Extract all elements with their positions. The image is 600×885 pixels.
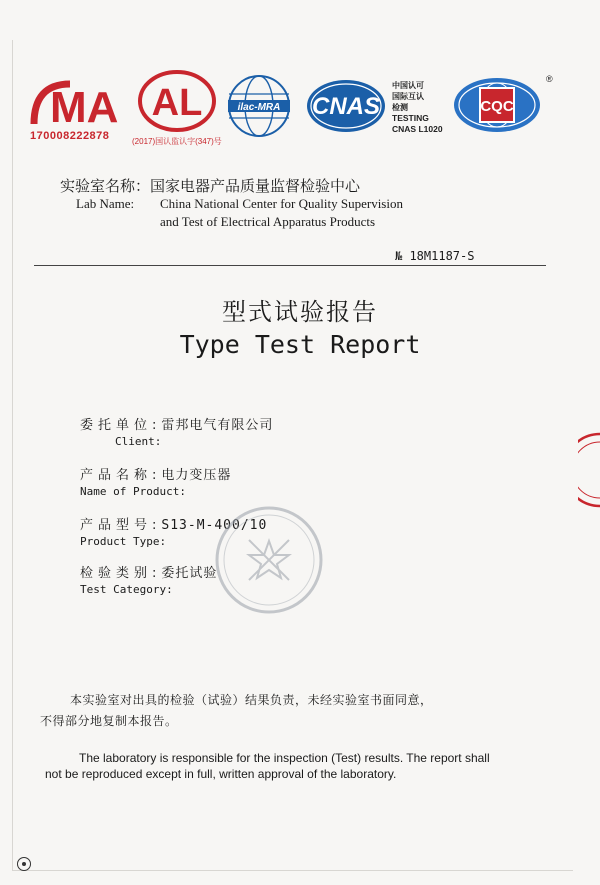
lab-name-en-line1: China National Center for Quality Supervision [160, 196, 403, 211]
side-seal-icon [578, 430, 600, 510]
field-product-name [80, 464, 231, 498]
official-seal [214, 505, 324, 619]
cnas-mark-icon [305, 78, 387, 134]
field-test-category-label-en: Test Category: [80, 583, 173, 596]
svg-text:MA: MA [50, 83, 119, 128]
notice-cn [40, 690, 560, 732]
lab-name-en-line2: and Test of Electrical Apparatus Products [160, 214, 376, 229]
cma-mark-icon [30, 80, 130, 128]
field-product-name-value: 电力变压器 [161, 468, 232, 483]
notice-cn-line1: 本实验室对出具的检验（试验）结果负责，未经实验室书面同意， [70, 693, 433, 707]
cnas-accreditation-text: 中国认可 国际互认 检测 TESTING CNAS L1020 [392, 81, 443, 134]
corner-mark [16, 856, 32, 876]
cal-mark-icon [137, 70, 217, 132]
ilac-globe-icon [226, 74, 292, 138]
field-product-name-label-en: Name of Product: [80, 485, 186, 498]
field-client [80, 414, 273, 448]
cma-number: 170008222878 [30, 130, 110, 142]
ilac-mra-logo [226, 74, 292, 142]
report-title-en: Type Test Report [179, 330, 421, 359]
notice-cn-line2: 不得部分地复制本报告。 [40, 714, 178, 728]
page-border [12, 40, 573, 871]
side-seal-fragment [578, 430, 600, 514]
cnas-logo [305, 78, 387, 138]
lab-name-en [76, 195, 403, 231]
lab-name-cn-value: 国家电器产品质量监督检验中心 [150, 177, 361, 195]
field-test-category [80, 562, 217, 596]
field-client-label-en: Client: [115, 435, 162, 448]
field-client-label: 委托单位: [80, 418, 162, 433]
lab-name-en-label: Lab Name: [76, 196, 135, 211]
notice-en-line1: The laboratory is responsible for the inspection (Test) results. The report shall [79, 751, 490, 765]
cal-logo [132, 70, 222, 147]
field-product-type-label: 产品型号: [80, 518, 162, 533]
cma-logo [30, 80, 130, 142]
field-product-type-value: S13-M-400/10 [161, 518, 268, 533]
report-number: № 18M1187-S [395, 249, 475, 263]
cqc-mark-icon [452, 76, 542, 134]
report-title-cn: 型式试验报告 [222, 298, 378, 326]
divider-line [34, 265, 546, 266]
cal-number: (2017)国认监认字(347)号 [132, 137, 222, 146]
lab-name-cn-label: 实验室名称： [60, 177, 151, 195]
field-test-category-value: 委托试验 [161, 566, 218, 581]
corner-mark-icon [16, 856, 32, 872]
seal-icon [214, 505, 324, 615]
registered-mark: ® [546, 74, 553, 84]
field-product-name-label: 产品名称: [80, 468, 162, 483]
svg-text:ilac-MRA: ilac-MRA [237, 102, 281, 113]
svg-text:CQC: CQC [480, 98, 514, 115]
cqc-logo [452, 76, 542, 138]
field-test-category-label: 检验类别: [80, 566, 162, 581]
field-client-value: 雷邦电气有限公司 [161, 418, 274, 433]
field-product-type-label-en: Product Type: [80, 535, 167, 548]
svg-text:AL: AL [151, 82, 203, 124]
certification-logos [0, 70, 600, 160]
notice-en [45, 750, 565, 782]
notice-en-line2: not be reproduced except in full, written approval of the laboratory. [45, 767, 397, 781]
lab-name-cn [60, 175, 360, 196]
svg-text:CNAS: CNAS [311, 93, 381, 120]
